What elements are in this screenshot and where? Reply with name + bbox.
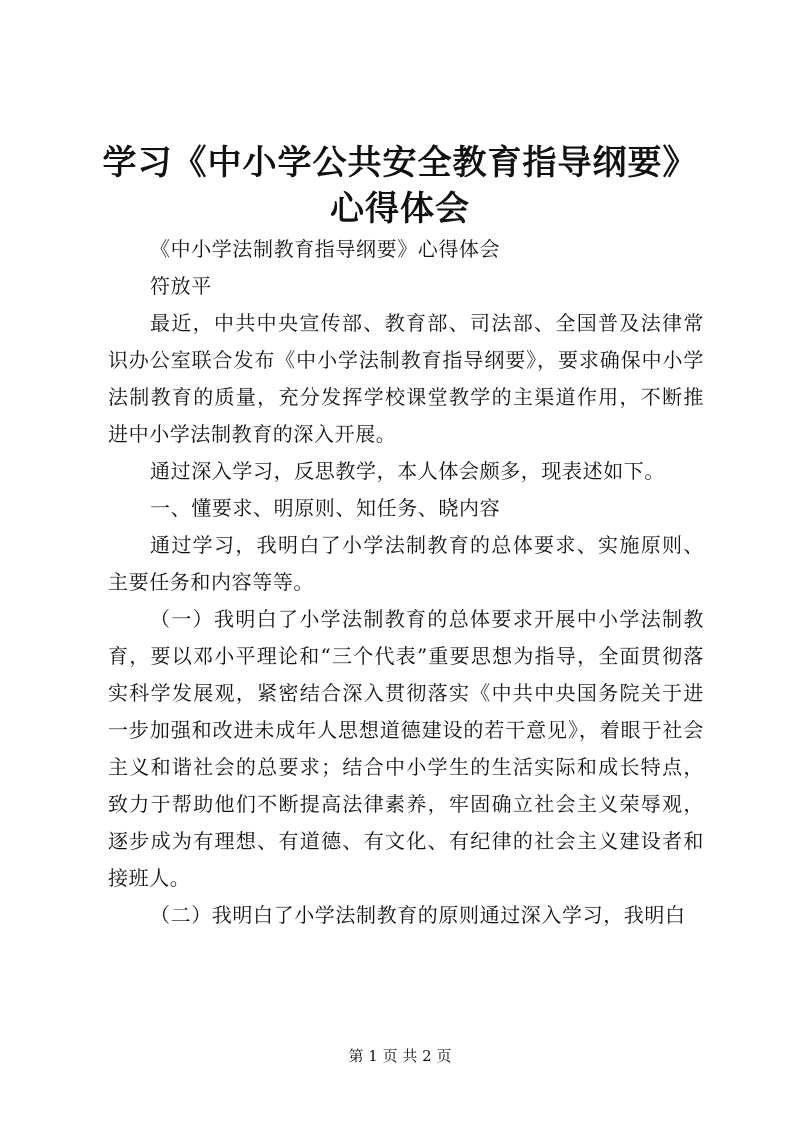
paragraph-subtitle: 《中小学法制教育指导纲要》心得体会 [150, 237, 501, 261]
section-heading: 一、懂要求、明原则、知任务、晓内容 [150, 496, 501, 520]
paragraph: 通过深入学习，反思教学，本人体会颇多，现表述如下。 [150, 459, 665, 483]
paragraph: （一）我明白了小学法制教育的总体要求开展中小学法制教育，要以邓小平理论和“三个代表”重要思想为指导，全面贯彻落实科学发展观，紧密结合深入贯彻落实《中共中央国务院关于进一步加强和改进未成年人思想道德建设的若干意见》，着眼于社会主义和谐社会的总要求；结合中小学生的生活实际和成长特点，致力于帮助他们不断提高法律素养，牢固确立社会主义荣辱观，逐步成为有理想、有道德、有文化、有纪律的社会主义建设者和接班人。 [108, 607, 704, 890]
paragraph: 通过学习，我明白了小学法制教育的总体要求、实施原则、主要任务和内容等等。 [108, 533, 704, 594]
paragraph: 最近，中共中央宣传部、教育部、司法部、全国普及法律常识办公室联合发布《中小学法制教育指导纲要》，要求确保中小学法制教育的质量，充分发挥学校课堂教学的主渠道作用，不断推进中小学法制教育的深入开展。 [108, 311, 704, 446]
page-footer: 第 1 页 共 2 页 [348, 1047, 452, 1065]
document-title: 学习《中小学公共安全教育指导纲要》心得体会 [102, 143, 698, 229]
paragraph: （二）我明白了小学法制教育的原则通过深入学习，我明白 [150, 903, 686, 927]
paragraph-author: 符放平 [150, 274, 212, 298]
document-body [108, 231, 704, 934]
